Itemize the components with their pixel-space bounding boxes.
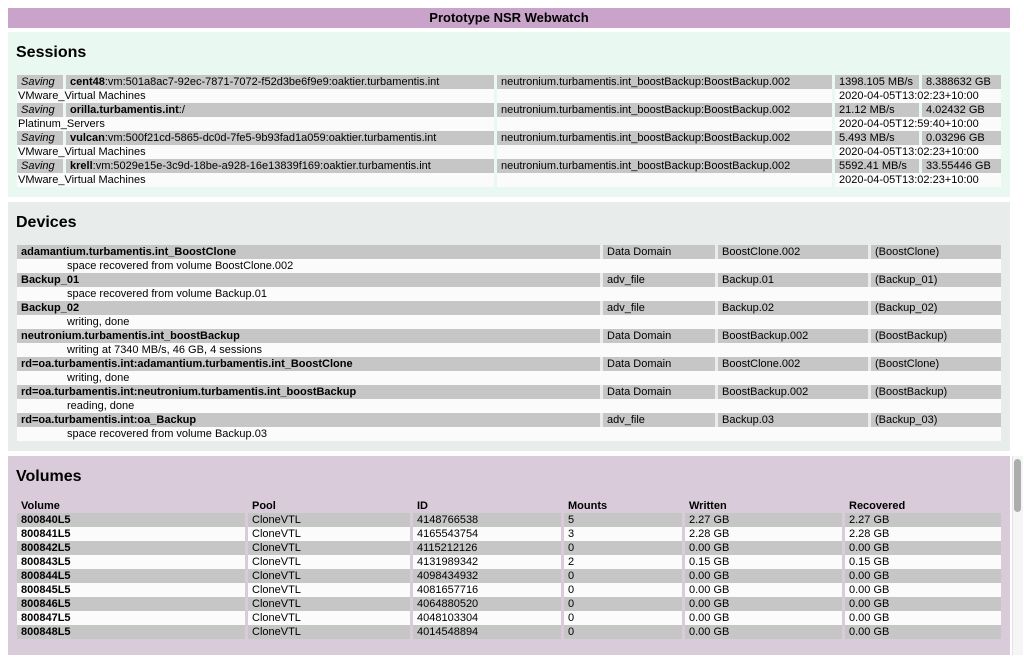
volume-written-cell: 0.00 GB (685, 597, 842, 611)
device-volume-cell: BoostBackup.002 (718, 385, 868, 399)
device-type-cell: Data Domain (603, 385, 715, 399)
sessions-panel (8, 32, 1010, 197)
volume-id-cell: 4014548894 (413, 625, 561, 639)
volume-mounts-cell: 0 (564, 569, 682, 583)
device-label-cell: (BoostClone) (871, 245, 1001, 259)
session-group-cell: VMware_Virtual Machines (17, 89, 494, 103)
device-row (17, 413, 1001, 427)
volume-row (17, 513, 1001, 527)
session-empty-cell (497, 145, 832, 159)
device-status-cell: space recovered from volume Backup.03 (17, 427, 1001, 441)
volume-id-cell: 4131989342 (413, 555, 561, 569)
device-name-cell: rd=oa.turbamentis.int:neutronium.turbamentis.int_boostBackup (17, 385, 600, 399)
session-timestamp-cell: 2020-04-05T13:02:23+10:00 (835, 173, 1001, 187)
volume-mounts-cell: 2 (564, 555, 682, 569)
device-label-cell: (BoostClone) (871, 357, 1001, 371)
volumes-column-header: Recovered (849, 500, 906, 512)
session-timestamp-cell: 2020-04-05T12:59:40+10:00 (835, 117, 1001, 131)
sessions-heading: Sessions (16, 44, 87, 61)
volume-mounts-cell: 0 (564, 625, 682, 639)
volumes-column-header: ID (417, 500, 428, 512)
volume-id-cell: 4165543754 (413, 527, 561, 541)
device-label-cell: (BoostBackup) (871, 385, 1001, 399)
device-volume-cell: BoostClone.002 (718, 245, 868, 259)
session-saveset-cell: vulcan:vm:500f21cd-5865-dc0d-7fe5-9b93fad1a059:oaktier.turbamentis.int (66, 131, 494, 145)
session-saveset-cell: orilla.turbamentis.int:/ (66, 103, 494, 117)
session-device-cell: neutronium.turbamentis.int_boostBackup:BoostBackup.002 (497, 159, 832, 173)
volume-recovered-cell: 0.00 GB (845, 597, 1001, 611)
device-volume-cell: BoostClone.002 (718, 357, 868, 371)
device-status-cell: writing, done (17, 315, 1001, 329)
device-row (17, 357, 1001, 371)
session-device-cell: neutronium.turbamentis.int_boostBackup:BoostBackup.002 (497, 131, 832, 145)
session-detail-row (17, 89, 1001, 103)
device-row (17, 301, 1001, 315)
device-type-cell: Data Domain (603, 357, 715, 371)
volumes-column-header: Written (689, 500, 727, 512)
session-size-cell: 8.388632 GB (922, 75, 1001, 89)
volume-name-cell: 800845L5 (17, 583, 245, 597)
session-group-cell: Platinum_Servers (17, 117, 494, 131)
session-timestamp-cell: 2020-04-05T13:02:23+10:00 (835, 89, 1001, 103)
sessions-table (14, 75, 1004, 187)
volume-name-cell: 800843L5 (17, 555, 245, 569)
device-row (17, 329, 1001, 343)
device-name-cell: Backup_01 (17, 273, 600, 287)
device-status-row (17, 371, 1001, 385)
volume-pool-cell: CloneVTL (248, 513, 410, 527)
device-status-cell: writing at 7340 MB/s, 46 GB, 4 sessions (17, 343, 1001, 357)
session-size-cell: 4.02432 GB (922, 103, 1001, 117)
session-client-name: krell (70, 160, 93, 172)
volume-row (17, 597, 1001, 611)
volume-pool-cell: CloneVTL (248, 611, 410, 625)
session-group-cell: VMware_Virtual Machines (17, 145, 494, 159)
volume-row (17, 625, 1001, 639)
volume-recovered-cell: 0.00 GB (845, 611, 1001, 625)
device-row (17, 273, 1001, 287)
volume-row (17, 611, 1001, 625)
volume-mounts-cell: 3 (564, 527, 682, 541)
device-row (17, 385, 1001, 399)
device-label-cell: (BoostBackup) (871, 329, 1001, 343)
volume-written-cell: 0.00 GB (685, 625, 842, 639)
device-status-row (17, 259, 1001, 273)
volume-id-cell: 4048103304 (413, 611, 561, 625)
volume-pool-cell: CloneVTL (248, 541, 410, 555)
volumes-column-header: Volume (21, 500, 60, 512)
volumes-table (14, 499, 1004, 639)
volume-mounts-cell: 5 (564, 513, 682, 527)
devices-panel (8, 202, 1010, 451)
volume-id-cell: 4098434932 (413, 569, 561, 583)
device-type-cell: adv_file (603, 301, 715, 315)
device-volume-cell: Backup.01 (718, 273, 868, 287)
device-name-cell: adamantium.turbamentis.int_BoostClone (17, 245, 600, 259)
device-row (17, 245, 1001, 259)
volume-pool-cell: CloneVTL (248, 625, 410, 639)
session-size-cell: 33.55446 GB (922, 159, 1001, 173)
device-status-cell: space recovered from volume BoostClone.002 (17, 259, 1001, 273)
device-type-cell: adv_file (603, 273, 715, 287)
session-row (17, 103, 1001, 117)
volume-recovered-cell: 0.00 GB (845, 569, 1001, 583)
session-detail-row (17, 117, 1001, 131)
volume-written-cell: 0.00 GB (685, 569, 842, 583)
volume-written-cell: 0.00 GB (685, 541, 842, 555)
device-status-cell: space recovered from volume Backup.01 (17, 287, 1001, 301)
device-name-cell: rd=oa.turbamentis.int:adamantium.turbamentis.int_BoostClone (17, 357, 600, 371)
session-status-cell: Saving (17, 103, 63, 117)
device-label-cell: (Backup_03) (871, 413, 1001, 427)
volumes-column-header: Pool (252, 500, 276, 512)
session-empty-cell (497, 89, 832, 103)
session-size-cell: 0.03296 GB (922, 131, 1001, 145)
volume-written-cell: 2.27 GB (685, 513, 842, 527)
device-status-cell: reading, done (17, 399, 1001, 413)
device-status-row (17, 399, 1001, 413)
session-empty-cell (497, 117, 832, 131)
volumes-column-header: Mounts (568, 500, 608, 512)
session-client-name: vulcan (70, 132, 105, 144)
session-detail-row (17, 145, 1001, 159)
devices-heading: Devices (16, 214, 77, 231)
volumes-header-row (17, 499, 1001, 513)
volume-recovered-cell: 0.00 GB (845, 625, 1001, 639)
session-row (17, 75, 1001, 89)
session-speed-cell: 21.12 MB/s (835, 103, 919, 117)
session-empty-cell (497, 173, 832, 187)
volume-written-cell: 0.15 GB (685, 555, 842, 569)
volumes-scrollbar-track[interactable] (1012, 456, 1023, 655)
volume-mounts-cell: 0 (564, 583, 682, 597)
session-group-cell: VMware_Virtual Machines (17, 173, 494, 187)
volume-pool-cell: CloneVTL (248, 569, 410, 583)
volume-name-cell: 800844L5 (17, 569, 245, 583)
session-speed-cell: 1398.105 MB/s (835, 75, 919, 89)
volume-name-cell: 800840L5 (17, 513, 245, 527)
volume-written-cell: 2.28 GB (685, 527, 842, 541)
volume-pool-cell: CloneVTL (248, 555, 410, 569)
session-status-cell: Saving (17, 159, 63, 173)
volume-row (17, 569, 1001, 583)
volume-recovered-cell: 2.28 GB (845, 527, 1001, 541)
device-status-row (17, 427, 1001, 441)
session-device-cell: neutronium.turbamentis.int_boostBackup:BoostBackup.002 (497, 75, 832, 89)
session-device-cell: neutronium.turbamentis.int_boostBackup:BoostBackup.002 (497, 103, 832, 117)
volume-written-cell: 0.00 GB (685, 583, 842, 597)
session-saveset-cell: cent48:vm:501a8ac7-92ec-7871-7072-f52d3be6f9e9:oaktier.turbamentis.int (66, 75, 494, 89)
volume-row (17, 555, 1001, 569)
volume-id-cell: 4115212126 (413, 541, 561, 555)
session-saveset-cell: krell:vm:5029e15e-3c9d-18be-a928-16e13839f169:oaktier.turbamentis.int (66, 159, 494, 173)
volume-recovered-cell: 2.27 GB (845, 513, 1001, 527)
volume-pool-cell: CloneVTL (248, 527, 410, 541)
device-name-cell: neutronium.turbamentis.int_boostBackup (17, 329, 600, 343)
volume-row (17, 541, 1001, 555)
volume-name-cell: 800848L5 (17, 625, 245, 639)
session-timestamp-cell: 2020-04-05T13:02:23+10:00 (835, 145, 1001, 159)
device-status-cell: writing, done (17, 371, 1001, 385)
device-status-row (17, 287, 1001, 301)
session-client-name: cent48 (70, 76, 105, 88)
device-volume-cell: BoostBackup.002 (718, 329, 868, 343)
volume-name-cell: 800846L5 (17, 597, 245, 611)
volume-name-cell: 800847L5 (17, 611, 245, 625)
session-speed-cell: 5592.41 MB/s (835, 159, 919, 173)
volume-written-cell: 0.00 GB (685, 611, 842, 625)
device-status-row (17, 315, 1001, 329)
volume-pool-cell: CloneVTL (248, 583, 410, 597)
session-detail-row (17, 173, 1001, 187)
session-row (17, 159, 1001, 173)
volume-recovered-cell: 0.00 GB (845, 541, 1001, 555)
device-type-cell: adv_file (603, 413, 715, 427)
volume-recovered-cell: 0.15 GB (845, 555, 1001, 569)
device-label-cell: (Backup_02) (871, 301, 1001, 315)
volume-mounts-cell: 0 (564, 611, 682, 625)
session-status-cell: Saving (17, 75, 63, 89)
volumes-panel (8, 456, 1010, 655)
device-type-cell: Data Domain (603, 245, 715, 259)
volume-name-cell: 800841L5 (17, 527, 245, 541)
session-speed-cell: 5.493 MB/s (835, 131, 919, 145)
device-volume-cell: Backup.03 (718, 413, 868, 427)
volume-id-cell: 4148766538 (413, 513, 561, 527)
device-name-cell: rd=oa.turbamentis.int:oa_Backup (17, 413, 600, 427)
page-title: Prototype NSR Webwatch (8, 8, 1010, 28)
device-label-cell: (Backup_01) (871, 273, 1001, 287)
device-name-cell: Backup_02 (17, 301, 600, 315)
device-volume-cell: Backup.02 (718, 301, 868, 315)
device-type-cell: Data Domain (603, 329, 715, 343)
session-row (17, 131, 1001, 145)
devices-table (14, 245, 1004, 441)
volumes-heading: Volumes (16, 468, 82, 485)
session-status-cell: Saving (17, 131, 63, 145)
volume-row (17, 583, 1001, 597)
device-status-row (17, 343, 1001, 357)
volume-id-cell: 4064880520 (413, 597, 561, 611)
volume-row (17, 527, 1001, 541)
volume-id-cell: 4081657716 (413, 583, 561, 597)
volume-pool-cell: CloneVTL (248, 597, 410, 611)
volume-mounts-cell: 0 (564, 541, 682, 555)
volume-mounts-cell: 0 (564, 597, 682, 611)
volumes-scrollbar-thumb[interactable] (1014, 459, 1021, 512)
session-client-name: orilla.turbamentis.int (70, 104, 179, 116)
volume-recovered-cell: 0.00 GB (845, 583, 1001, 597)
volume-name-cell: 800842L5 (17, 541, 245, 555)
